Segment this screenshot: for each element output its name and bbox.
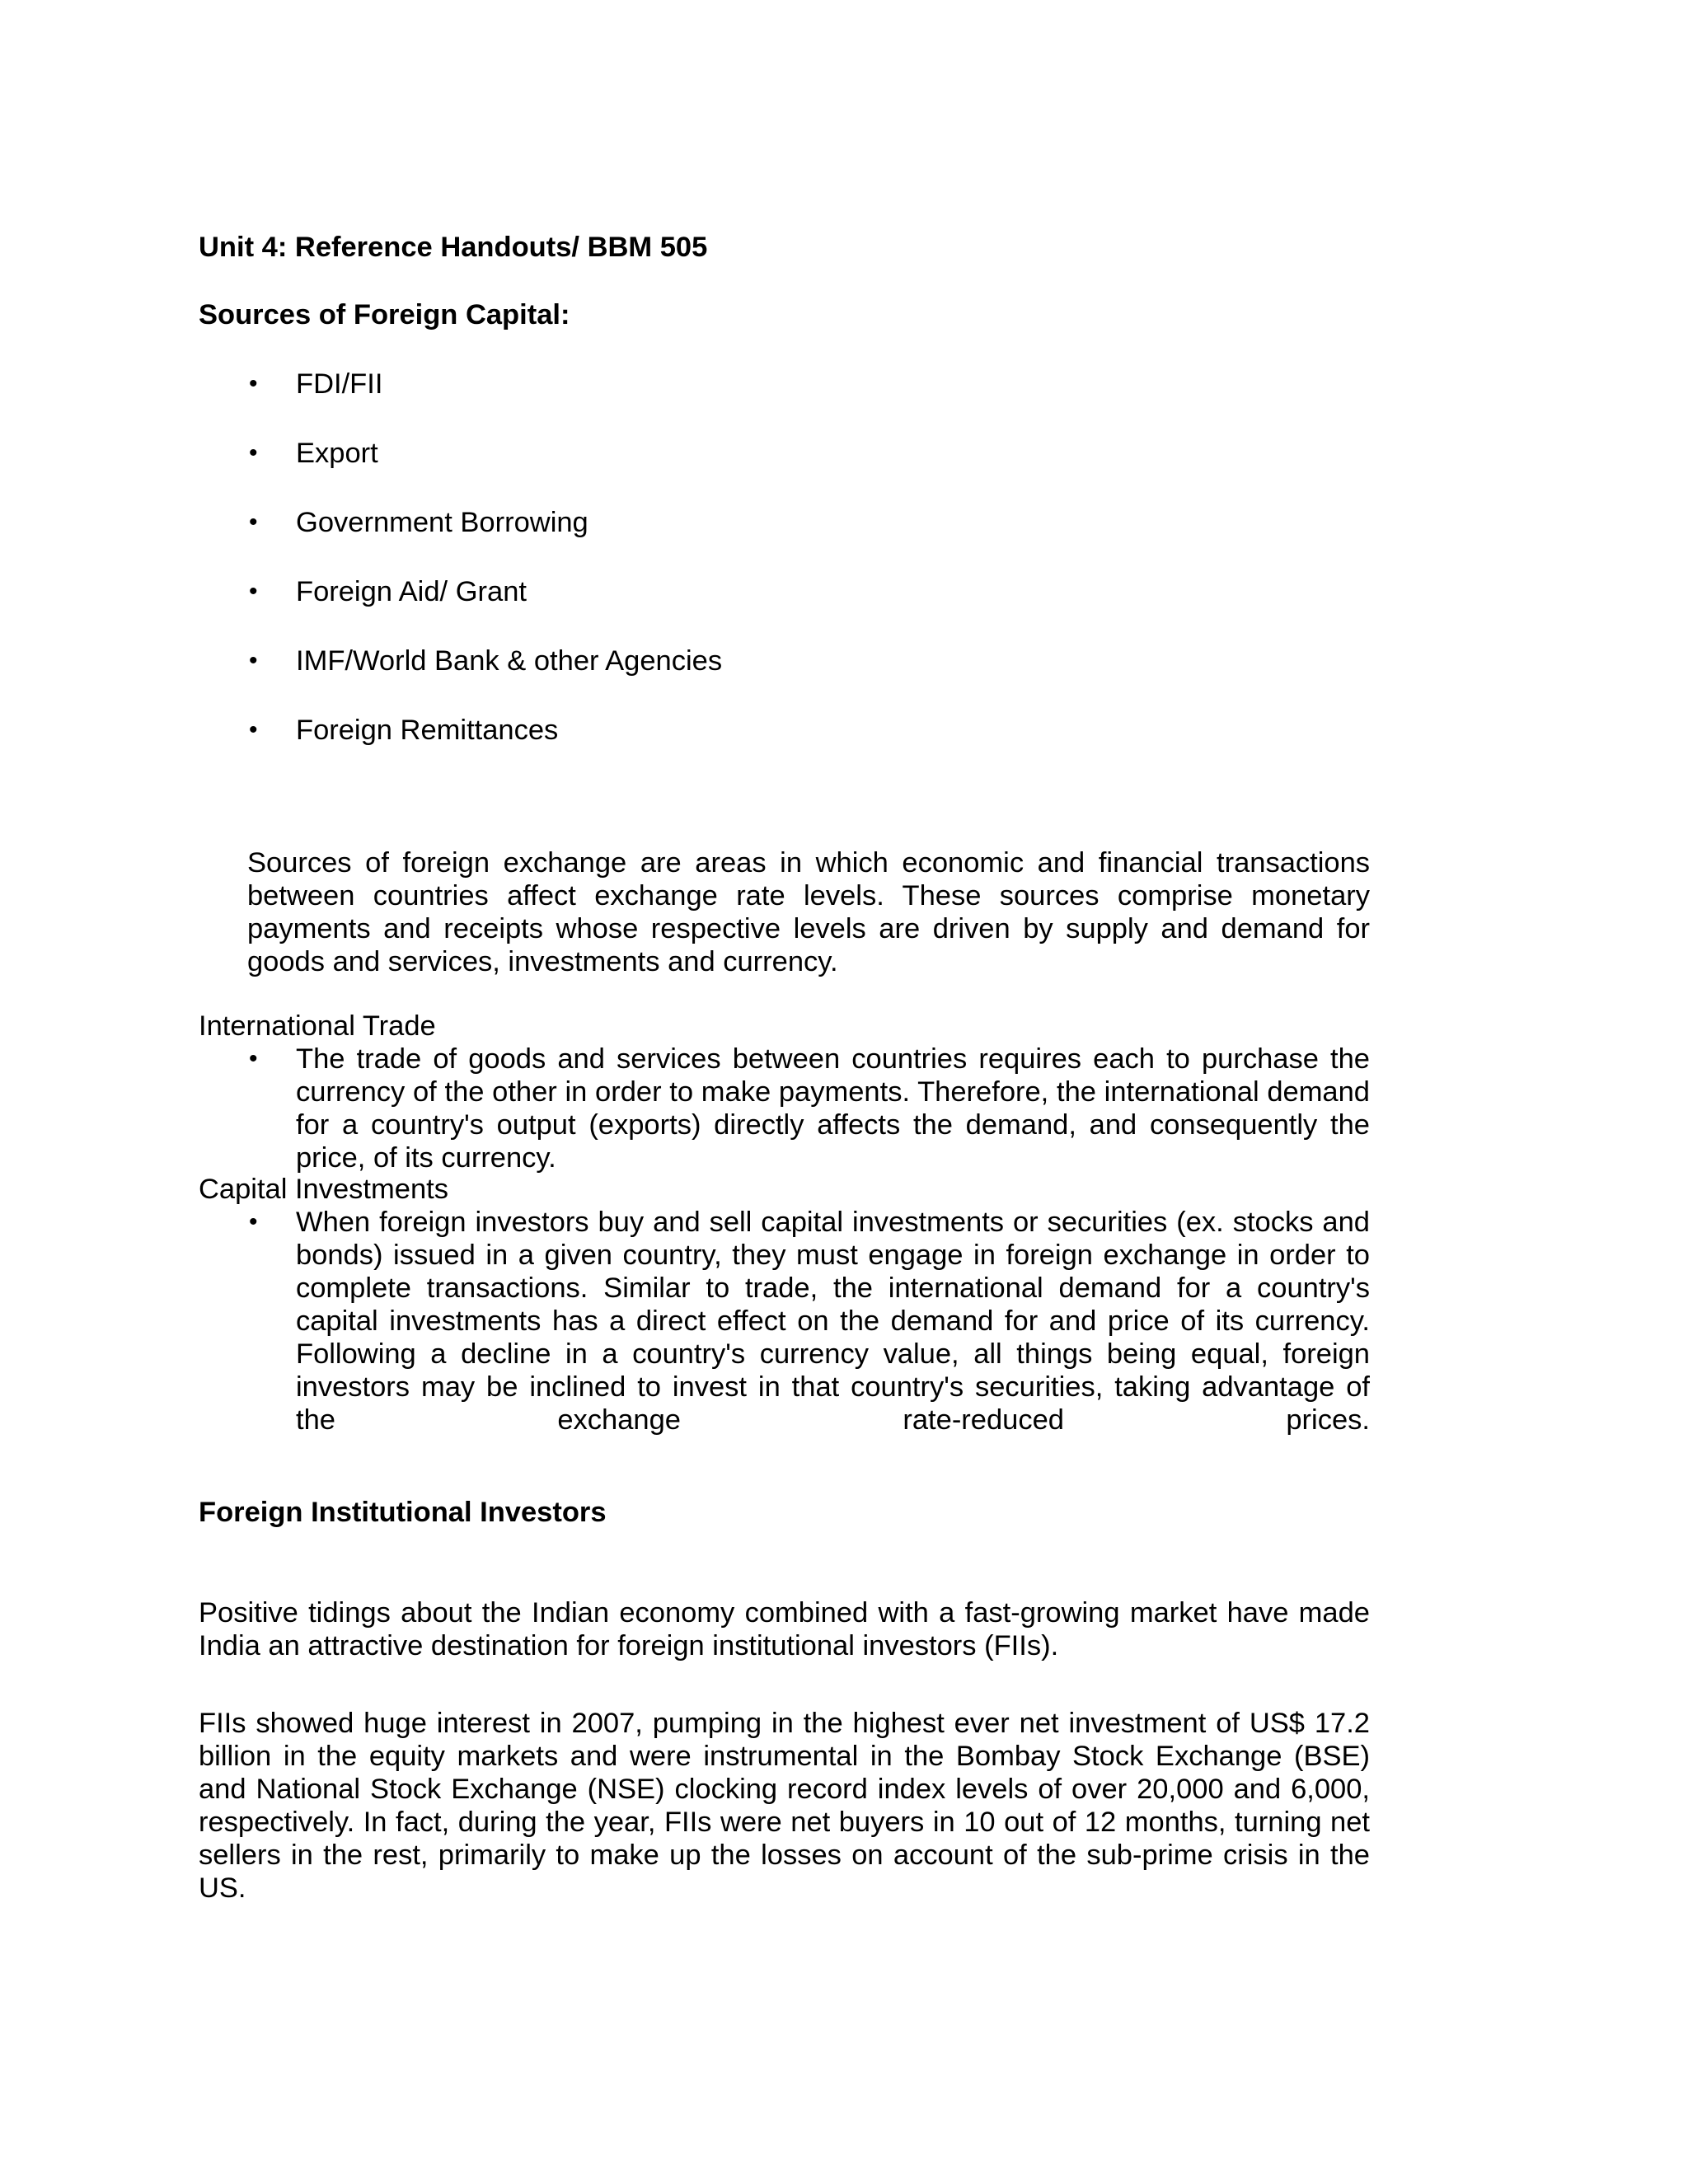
fii-paragraph-1: Positive tidings about the Indian economy combined with a fast-growing market have made India an attractive destination for foreign institutional investors (FIIs). [199, 1597, 1370, 1661]
bullet-icon: • [249, 647, 258, 674]
capital-investments-label: Capital Investments [199, 1174, 448, 1205]
international-trade-text: The trade of goods and services between countries requires each to purchase the currency of the other in order to make payments. Therefore, the international demand for a country's output (exports) directly affects the demand, and consequently the price, of its currency. [296, 1043, 1370, 1174]
list-item-text: Government Borrowing [296, 507, 588, 538]
fii-heading: Foreign Institutional Investors [199, 1497, 607, 1528]
bullet-icon: • [249, 439, 258, 466]
bullet-icon: • [249, 578, 258, 605]
international-trade-item [249, 1043, 1370, 1174]
list-item-text: Foreign Remittances [296, 715, 559, 746]
fii-paragraph-2: FIIs showed huge interest in 2007, pumping in the highest ever net investment of US$ 17.2 billion in the equity markets and were instrumental in the Bombay Stock Exchange (BSE) and National Stock Exchange (NSE) clocking record index levels of over 20,000 and 6,000, respectively. In fact, during the year, FIIs were net buyers in 10 out of 12 months, turning net sellers in the rest, primarily to make up the losses on account of the sub-prime crisis in the US. [199, 1708, 1370, 1904]
bullet-icon: • [249, 509, 258, 536]
international-trade-label: International Trade [199, 1010, 436, 1042]
bullet-icon: • [249, 1045, 258, 1072]
document-title: Unit 4: Reference Handouts/ BBM 505 [199, 232, 708, 263]
sources-heading: Sources of Foreign Capital: [199, 299, 570, 330]
list-item-text: FDI/FII [296, 368, 383, 400]
list-item-text: Export [296, 438, 378, 469]
capital-investments-item [249, 1206, 1370, 1436]
list-item-text: IMF/World Bank & other Agencies [296, 645, 723, 677]
bullet-icon: • [249, 1208, 258, 1235]
bullet-icon: • [249, 716, 258, 743]
list-item-text: Foreign Aid/ Grant [296, 576, 527, 607]
capital-investments-text: When foreign investors buy and sell capital investments or securities (ex. stocks and bonds) issued in a given country, they must engage in foreign exchange in order to complete transactions. Similar to trade, the international demand for a country's capital investments has a direct effect on the demand for and price of its currency. Following a decline in a country's currency value, all things being equal, foreign investors may be inclined to invest in that country's securities, taking advantage of the exchange rate-reduced prices. [296, 1207, 1370, 1436]
bullet-icon: • [249, 370, 258, 397]
intro-paragraph: Sources of foreign exchange are areas in which economic and financial transactions between countries affect exchange rate levels. These sources comprise monetary payments and receipts whose respective levels are driven by supply and demand for goods and services, investments and currency. [247, 847, 1370, 977]
